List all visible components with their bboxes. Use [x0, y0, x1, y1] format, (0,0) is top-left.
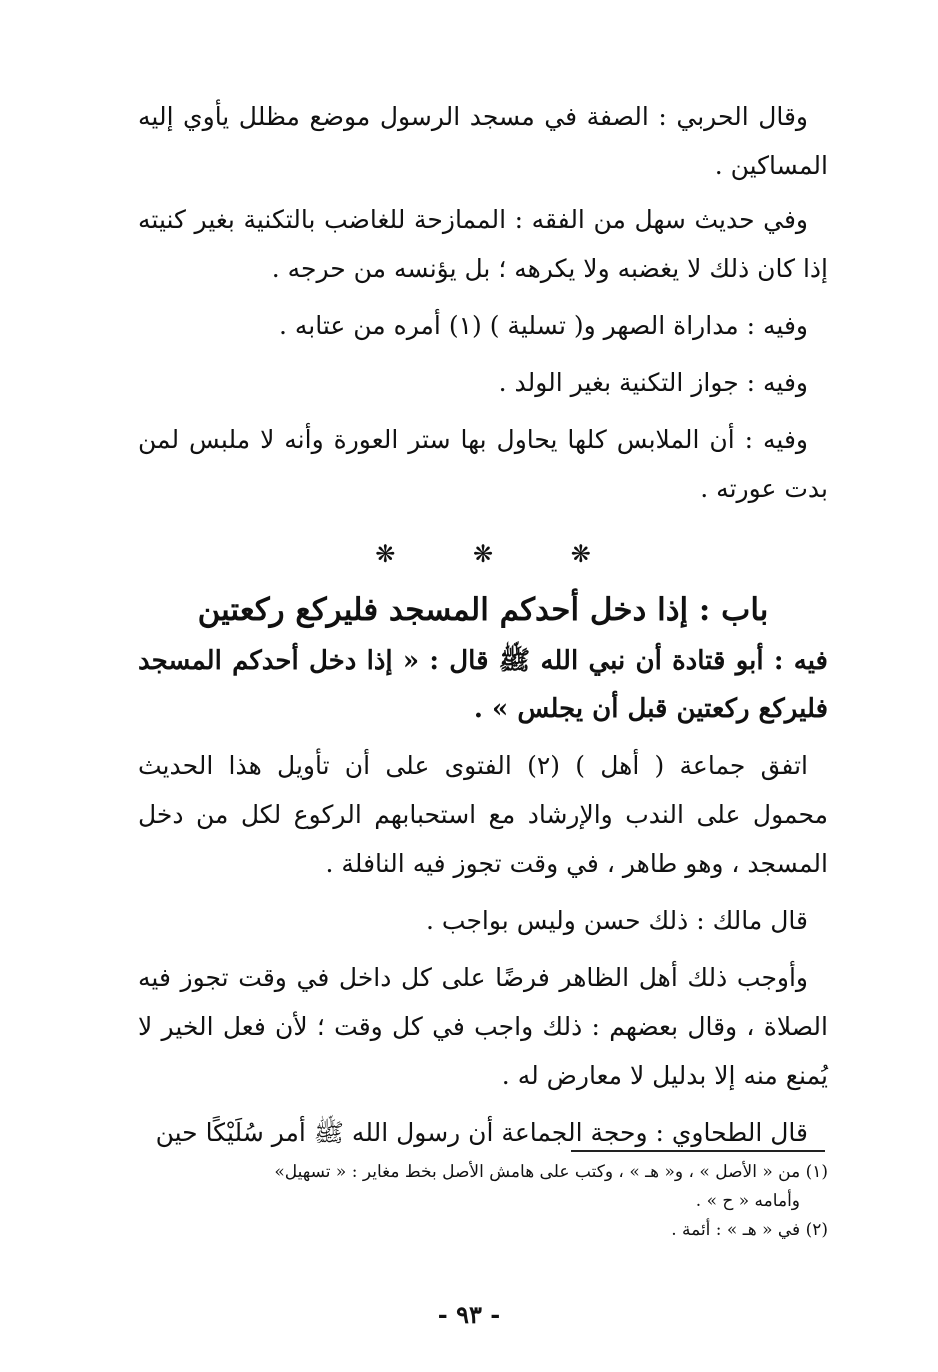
- asterism-icon: ❋: [570, 540, 591, 568]
- section-separator: [138, 540, 828, 580]
- asterism-icon: ❋: [472, 540, 494, 568]
- paragraph: وأوجب ذلك أهل الظاهر فرضًا على كل داخل في وقت تجوز فيه الصلاة ، وقال بعضهم : ذلك واجب في كل وقت ؛ لأن فعل الخير لا يُمنع منه إلا بدليل لا معارض له .: [138, 963, 828, 1090]
- footnote-continuation: وأمامه « ح » .: [695, 1191, 800, 1211]
- paragraph: قال مالك : ذلك حسن وليس بواجب .: [426, 906, 808, 935]
- paragraph: وفيه : جواز التكنية بغير الولد .: [498, 368, 808, 397]
- chapter-title: باب : إذا دخل أحدكم المسجد فليركع ركعتين: [197, 592, 769, 628]
- paragraph: وفي حديث سهل من الفقه : الممازحة للغاضب بالتكنية بغير كنيته إذا كان ذلك لا يغضبه ولا يكرهه ؛ بل يؤنسه من حرجه .: [138, 205, 828, 283]
- footnote: (٢) في « هـ » : أئمة .: [671, 1220, 828, 1240]
- footnotes: [138, 1158, 828, 1245]
- footnote: (١) من « الأصل » ، و« هـ » ، وكتب على هامش الأصل بخط مغاير : « تسهيل»: [274, 1162, 828, 1182]
- paragraph: وفيه : أن الملابس كلها يحاول بها ستر العورة وأنه لا ملبس لمن بدت عورته .: [138, 425, 828, 503]
- footnote-divider: [571, 1150, 825, 1152]
- paragraph: اتفق جماعة ( أهل ) (٢) الفتوى على أن تأويل هذا الحديث محمول على الندب والإرشاد مع استحبابهم الركوع لكل من دخل المسجد ، وهو طاهر ، في وقت تجوز فيه النافلة .: [138, 751, 828, 878]
- page-number: - ٩٣ -: [437, 1300, 501, 1329]
- paragraph: وفيه : مداراة الصهر و( تسلية ) (١) أمره من عتابه .: [279, 311, 808, 340]
- hadith-text: فيه : أبو قتادة أن نبي الله ﷺ قال : « إذا دخل أحدكم المسجد فليركع ركعتين قبل أن يجلس » .: [138, 646, 828, 724]
- paragraph: وقال الحربي : الصفة في مسجد الرسول موضع مظلل يأوي إليه المساكين .: [138, 102, 828, 180]
- asterism-icon: ❋: [375, 540, 396, 568]
- page-body: [138, 92, 828, 1157]
- paragraph: قال الطحاوي : وحجة الجماعة أن رسول الله ﷺ أمر سُلَيْكًا حين: [155, 1118, 808, 1147]
